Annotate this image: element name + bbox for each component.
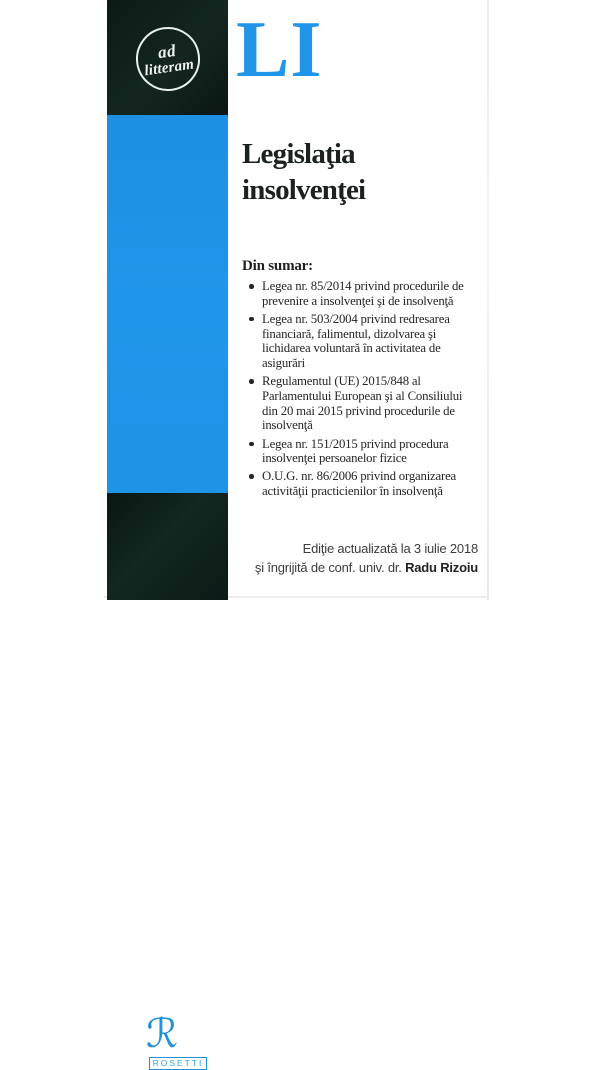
summary-item: O.U.G. nr. 86/2006 privind organizarea activităţii practicienilor în insolvenţă xyxy=(242,469,468,498)
book-title xyxy=(242,136,365,208)
spine-strip xyxy=(107,0,228,1068)
summary-heading: Din sumar: xyxy=(242,258,313,274)
series-code: LI xyxy=(236,6,323,94)
spine-top-black-block xyxy=(107,0,228,115)
spine-bottom-black-block xyxy=(107,493,228,1068)
edition-note-line2 xyxy=(255,559,478,578)
rosetti-wordmark: ROSETTI xyxy=(149,1057,207,1070)
ad-litteram-word-ad: ad xyxy=(156,40,178,62)
summary-item: Legea nr. 85/2014 privind procedurile de prevenire a insolvenţei şi de insolvenţă xyxy=(242,279,468,308)
summary-item: Regulamentul (UE) 2015/848 al Parlamentului European şi al Consiliului din 20 mai 2015 privind procedurile de insolvenţă xyxy=(242,374,468,433)
summary-list xyxy=(242,279,468,502)
edition-note-line1: Ediţie actualizată la 3 iulie 2018 xyxy=(302,541,478,556)
cover-right-edge xyxy=(487,0,489,600)
summary-item: Legea nr. 151/2015 privind procedura insolvenţei persoanelor fizice xyxy=(242,437,468,466)
editor-name: Radu Rizoiu xyxy=(405,559,478,575)
rosetti-script-r-icon: ℛ xyxy=(146,1011,178,1057)
ad-litteram-word-litteram: litteram xyxy=(143,56,196,79)
summary-item: Legea nr. 503/2004 privind redresarea financiară, falimentul, dizolvarea şi lichidarea voluntară în activitatea de asigurări xyxy=(242,312,468,371)
spine-blue-band xyxy=(107,115,228,493)
ad-litteram-logo xyxy=(132,23,204,95)
edition-note xyxy=(255,540,478,577)
edition-note-line2-prefix: şi îngrijită de conf. univ. dr. xyxy=(254,559,406,575)
book-title-line1: Legislaţia xyxy=(242,138,355,170)
book-title-line2: insolvenţei xyxy=(242,174,366,206)
